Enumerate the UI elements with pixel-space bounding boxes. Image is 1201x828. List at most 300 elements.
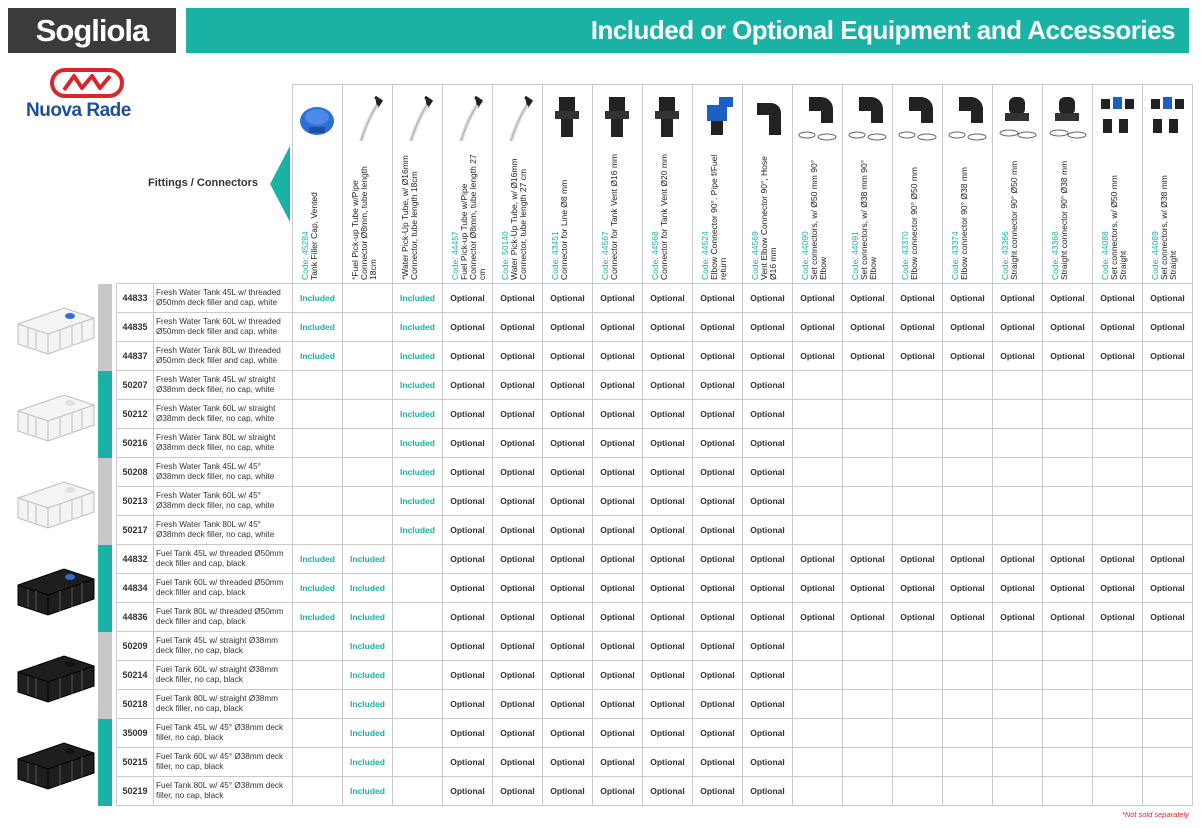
product-description: Fuel Tank 60L w/ straight Ø38mm deck filler, no cap, black [154, 661, 293, 690]
optional-cell: Optional [543, 690, 593, 719]
optional-cell: Optional [593, 748, 643, 777]
table-row [117, 574, 1193, 603]
empty-cell [1043, 632, 1093, 661]
empty-cell [293, 748, 343, 777]
optional-cell: Optional [943, 284, 993, 313]
empty-cell [1143, 371, 1193, 400]
footnote: *Not sold separately [1121, 810, 1189, 819]
included-cell: Included [343, 748, 393, 777]
empty-cell [1093, 458, 1143, 487]
empty-cell [843, 690, 893, 719]
column-header-label [901, 148, 919, 280]
product-code: 50208 [117, 458, 154, 487]
included-cell: Included [293, 284, 343, 313]
column-code: Code: 44568 [650, 231, 660, 280]
empty-cell [1043, 719, 1093, 748]
product-code: 50219 [117, 777, 154, 806]
empty-cell [993, 371, 1043, 400]
tank-image-icon [14, 555, 98, 626]
product-code: 50214 [117, 661, 154, 690]
optional-cell: Optional [1143, 603, 1193, 632]
empty-cell [793, 458, 843, 487]
included-cell: Included [293, 545, 343, 574]
table-row [117, 516, 1193, 545]
empty-cell [993, 661, 1043, 690]
optional-cell: Optional [743, 574, 793, 603]
column-header-label [851, 148, 878, 280]
table-row [117, 690, 1193, 719]
optional-cell: Optional [493, 719, 543, 748]
column-code: Code: 44569 [750, 231, 760, 280]
column-header-label [1151, 148, 1178, 280]
empty-cell [893, 661, 943, 690]
empty-cell [993, 690, 1043, 719]
empty-cell [793, 719, 843, 748]
empty-cell [293, 458, 343, 487]
optional-cell: Optional [543, 429, 593, 458]
column-name: Fuel Pick-up Tube w/Pipe Connector Ø8mm, tube length 18cm [350, 166, 378, 280]
included-cell: Included [343, 690, 393, 719]
asterisk-mark: * [350, 276, 360, 280]
compatibility-table [116, 84, 1193, 806]
empty-cell [1093, 400, 1143, 429]
empty-cell [993, 719, 1043, 748]
table-row [117, 458, 1193, 487]
optional-cell: Optional [643, 284, 693, 313]
column-header [793, 85, 843, 284]
optional-cell: Optional [743, 603, 793, 632]
empty-cell [993, 516, 1043, 545]
optional-cell: Optional [643, 487, 693, 516]
tank-image-icon [14, 381, 98, 452]
column-code: Code: 44088 [1100, 231, 1110, 280]
included-cell: Included [393, 342, 443, 371]
optional-cell: Optional [493, 603, 543, 632]
optional-cell: Optional [493, 516, 543, 545]
column-code: Code: 50140 [500, 231, 510, 280]
optional-cell: Optional [1043, 313, 1093, 342]
included-cell: Included [393, 487, 443, 516]
optional-cell: Optional [693, 342, 743, 371]
empty-cell [1143, 661, 1193, 690]
optional-cell: Optional [743, 429, 793, 458]
optional-cell: Optional [943, 603, 993, 632]
empty-cell [843, 487, 893, 516]
optional-cell: Optional [543, 545, 593, 574]
optional-cell: Optional [993, 545, 1043, 574]
optional-cell: Optional [543, 516, 593, 545]
tank-group [14, 719, 114, 806]
empty-cell [293, 632, 343, 661]
column-header-text [1093, 148, 1142, 280]
optional-cell: Optional [1043, 284, 1093, 313]
group-color-bar [98, 284, 112, 371]
empty-cell [993, 748, 1043, 777]
empty-cell [1093, 777, 1143, 806]
optional-cell: Optional [1143, 342, 1193, 371]
empty-cell [343, 371, 393, 400]
empty-cell [343, 429, 393, 458]
empty-cell [993, 400, 1043, 429]
empty-cell [1143, 719, 1193, 748]
column-name: Connector for Tank Vent Ø16 mm [609, 154, 619, 280]
empty-cell [943, 371, 993, 400]
empty-cell [843, 632, 893, 661]
optional-cell: Optional [743, 284, 793, 313]
empty-cell [893, 516, 943, 545]
empty-cell [343, 284, 393, 313]
empty-cell [943, 690, 993, 719]
empty-cell [293, 487, 343, 516]
group-color-bar [98, 719, 112, 806]
optional-cell: Optional [443, 632, 493, 661]
optional-cell: Optional [693, 313, 743, 342]
product-code: 35009 [117, 719, 154, 748]
column-header-label [1101, 148, 1128, 280]
tank-group [14, 458, 114, 545]
column-code: Code: 43374 [950, 231, 960, 280]
optional-cell: Optional [993, 574, 1043, 603]
optional-cell: Optional [743, 458, 793, 487]
optional-cell: Optional [593, 284, 643, 313]
table-row [117, 429, 1193, 458]
optional-cell: Optional [543, 661, 593, 690]
empty-cell [1143, 777, 1193, 806]
header-row [117, 85, 1193, 284]
empty-cell [793, 371, 843, 400]
optional-cell: Optional [693, 487, 743, 516]
column-name: Set connectors, w/ Ø50 mm Straight [1109, 175, 1128, 280]
optional-cell: Optional [643, 777, 693, 806]
optional-cell: Optional [893, 313, 943, 342]
empty-cell [843, 719, 893, 748]
product-code: 44832 [117, 545, 154, 574]
empty-cell [1143, 487, 1193, 516]
empty-cell [1043, 458, 1093, 487]
empty-cell [293, 400, 343, 429]
optional-cell: Optional [793, 313, 843, 342]
empty-cell [343, 487, 393, 516]
tank-image-icon [14, 468, 98, 539]
column-header [843, 85, 893, 284]
optional-cell: Optional [1143, 574, 1193, 603]
empty-cell [943, 777, 993, 806]
optional-cell: Optional [593, 574, 643, 603]
optional-cell: Optional [643, 661, 693, 690]
column-code: Code: 43370 [900, 231, 910, 280]
included-cell: Included [343, 777, 393, 806]
column-code: Code: 44457 [450, 231, 460, 280]
column-name: Connector for Tank Vent Ø20 mm [659, 154, 669, 280]
empty-cell [1093, 487, 1143, 516]
optional-cell: Optional [443, 748, 493, 777]
column-name: Fuel Pick-up Tube w/Pipe Connector Ø8mm, tube length 27 cm [459, 154, 487, 280]
optional-cell: Optional [443, 429, 493, 458]
empty-cell [843, 400, 893, 429]
optional-cell: Optional [693, 284, 743, 313]
optional-cell: Optional [793, 284, 843, 313]
optional-cell: Optional [543, 603, 593, 632]
optional-cell: Optional [693, 400, 743, 429]
column-name: Vent Elbow Connector 90°, Hose Ø16 mm [759, 156, 778, 280]
empty-cell [893, 690, 943, 719]
product-description: Fresh Water Tank 45L w/ straight Ø38mm deck filler, no cap, white [154, 371, 293, 400]
included-cell: Included [393, 400, 443, 429]
column-header-label [1051, 148, 1069, 280]
empty-cell [1043, 400, 1093, 429]
column-name: Elbow connector 90° Ø50 mm [909, 166, 919, 280]
included-cell: Included [393, 313, 443, 342]
column-header-text [493, 148, 542, 280]
optional-cell: Optional [493, 690, 543, 719]
product-description: Fuel Tank 80L w/ 45° Ø38mm deck filler, no cap, black [154, 777, 293, 806]
optional-cell: Optional [693, 777, 743, 806]
product-code: 50213 [117, 487, 154, 516]
optional-cell: Optional [643, 574, 693, 603]
column-header-text [693, 148, 742, 280]
column-header-text [1143, 148, 1192, 280]
optional-cell: Optional [443, 342, 493, 371]
included-cell: Included [393, 458, 443, 487]
column-header-text [393, 148, 442, 280]
optional-cell: Optional [693, 632, 743, 661]
table-row [117, 313, 1193, 342]
group-color-bar [98, 632, 112, 719]
optional-cell: Optional [443, 661, 493, 690]
included-cell: Included [343, 603, 393, 632]
empty-cell [943, 516, 993, 545]
group-color-bar [98, 545, 112, 632]
optional-cell: Optional [543, 487, 593, 516]
empty-cell [293, 690, 343, 719]
optional-cell: Optional [443, 284, 493, 313]
table-row [117, 545, 1193, 574]
product-code: 50218 [117, 690, 154, 719]
empty-cell [793, 487, 843, 516]
optional-cell: Optional [543, 313, 593, 342]
product-code: 50207 [117, 371, 154, 400]
column-code: Code: 44091 [850, 231, 860, 280]
empty-cell [393, 719, 443, 748]
optional-cell: Optional [793, 545, 843, 574]
empty-cell [943, 458, 993, 487]
optional-cell: Optional [493, 777, 543, 806]
optional-cell: Optional [643, 632, 693, 661]
product-description: Fresh Water Tank 60L w/ 45° Ø38mm deck filler, no cap, white [154, 487, 293, 516]
product-code: 44837 [117, 342, 154, 371]
optional-cell: Optional [643, 313, 693, 342]
optional-cell: Optional [593, 458, 643, 487]
empty-cell [1143, 400, 1193, 429]
column-name: Straight connector 90° Ø50 mm [1009, 160, 1019, 280]
empty-cell [1143, 516, 1193, 545]
optional-cell: Optional [843, 545, 893, 574]
column-header-text [1043, 148, 1092, 280]
optional-cell: Optional [543, 748, 593, 777]
optional-cell: Optional [843, 603, 893, 632]
empty-cell [893, 429, 943, 458]
column-header-label [551, 148, 569, 280]
optional-cell: Optional [443, 516, 493, 545]
empty-cell [1093, 371, 1143, 400]
product-code: 50217 [117, 516, 154, 545]
included-cell: Included [343, 719, 393, 748]
empty-cell [1043, 748, 1093, 777]
column-name: Elbow connector 90° Ø38 mm [959, 166, 969, 280]
product-description: Fresh Water Tank 80L w/ straight Ø38mm deck filler, no cap, white [154, 429, 293, 458]
optional-cell: Optional [993, 603, 1043, 632]
empty-cell [893, 777, 943, 806]
column-name: Straight connector 90° Ø38 mm [1059, 160, 1069, 280]
optional-cell: Optional [843, 342, 893, 371]
optional-cell: Optional [693, 458, 743, 487]
optional-cell: Optional [443, 574, 493, 603]
product-description: Fresh Water Tank 45L w/ threaded Ø50mm deck filler and cap, white [154, 284, 293, 313]
empty-cell [1093, 719, 1143, 748]
optional-cell: Optional [543, 371, 593, 400]
optional-cell: Optional [743, 748, 793, 777]
column-name: Tank Filler Cap, Vented [309, 192, 319, 280]
empty-cell [893, 487, 943, 516]
optional-cell: Optional [743, 661, 793, 690]
optional-cell: Optional [443, 690, 493, 719]
optional-cell: Optional [1143, 313, 1193, 342]
product-description: Fresh Water Tank 80L w/ 45° Ø38mm deck filler, no cap, white [154, 516, 293, 545]
column-header-label [401, 148, 419, 280]
product-code: 44834 [117, 574, 154, 603]
product-description: Fresh Water Tank 60L w/ straight Ø38mm deck filler, no cap, white [154, 400, 293, 429]
product-description: Fuel Tank 45L w/ 45° Ø38mm deck filler, no cap, black [154, 719, 293, 748]
table-row [117, 400, 1193, 429]
column-header-label [501, 148, 528, 280]
optional-cell: Optional [893, 342, 943, 371]
tank-image-icon [14, 729, 98, 800]
optional-cell: Optional [643, 371, 693, 400]
optional-cell: Optional [893, 545, 943, 574]
column-name: Connector for Line Ø8 mm [559, 179, 569, 280]
tank-group [14, 545, 114, 632]
column-header-label [1001, 148, 1019, 280]
column-header-label [601, 148, 619, 280]
empty-cell [893, 400, 943, 429]
optional-cell: Optional [593, 632, 643, 661]
optional-cell: Optional [693, 603, 743, 632]
column-name: Water Pick-Up Tube, w/ Ø16mm Connector, tube length 18cm [400, 155, 419, 280]
included-cell: Included [343, 574, 393, 603]
empty-cell [943, 487, 993, 516]
empty-cell [1043, 661, 1093, 690]
column-name: Elbow Connector 90°. Pipe f/Fuel return [709, 154, 728, 280]
product-description: Fuel Tank 80L w/ threaded Ø50mm deck filler and cap, black [154, 603, 293, 632]
optional-cell: Optional [643, 342, 693, 371]
empty-cell [1143, 429, 1193, 458]
optional-cell: Optional [643, 719, 693, 748]
optional-cell: Optional [493, 371, 543, 400]
optional-cell: Optional [593, 777, 643, 806]
group-color-bar [98, 458, 112, 545]
optional-cell: Optional [943, 313, 993, 342]
column-name: Water Pick-Up Tube, w/ Ø16mm Connector, tube length 27 cm [509, 158, 528, 280]
product-code: 44835 [117, 313, 154, 342]
optional-cell: Optional [593, 661, 643, 690]
optional-cell: Optional [493, 632, 543, 661]
empty-cell [393, 748, 443, 777]
optional-cell: Optional [543, 719, 593, 748]
optional-cell: Optional [693, 429, 743, 458]
optional-cell: Optional [943, 574, 993, 603]
column-header [643, 85, 693, 284]
column-header [1043, 85, 1093, 284]
column-header [743, 85, 793, 284]
empty-cell [793, 400, 843, 429]
product-description: Fuel Tank 60L w/ threaded Ø50mm deck filler and cap, black [154, 574, 293, 603]
optional-cell: Optional [543, 458, 593, 487]
optional-cell: Optional [693, 690, 743, 719]
column-header [893, 85, 943, 284]
optional-cell: Optional [1143, 284, 1193, 313]
product-code: 44833 [117, 284, 154, 313]
column-header-text [643, 148, 692, 280]
column-header [543, 85, 593, 284]
tank-image-icon [14, 642, 98, 713]
included-cell: Included [343, 661, 393, 690]
optional-cell: Optional [443, 400, 493, 429]
product-description: Fuel Tank 80L w/ straight Ø38mm deck filler, no cap, black [154, 690, 293, 719]
optional-cell: Optional [1043, 574, 1093, 603]
optional-cell: Optional [743, 719, 793, 748]
product-description: Fuel Tank 45L w/ threaded Ø50mm deck filler and cap, black [154, 545, 293, 574]
column-code: Code: 43366 [1000, 231, 1010, 280]
optional-cell: Optional [993, 342, 1043, 371]
empty-cell [943, 748, 993, 777]
optional-cell: Optional [743, 690, 793, 719]
optional-cell: Optional [493, 661, 543, 690]
product-description: Fresh Water Tank 45L w/ 45° Ø38mm deck filler, no cap, white [154, 458, 293, 487]
column-header [393, 85, 443, 284]
included-cell: Included [293, 313, 343, 342]
column-header-text [893, 148, 942, 280]
optional-cell: Optional [643, 400, 693, 429]
optional-cell: Optional [443, 777, 493, 806]
optional-cell: Optional [693, 574, 743, 603]
empty-cell [793, 690, 843, 719]
empty-cell [993, 429, 1043, 458]
empty-cell [1143, 748, 1193, 777]
column-code: Code: 44567 [600, 231, 610, 280]
empty-cell [993, 777, 1043, 806]
empty-cell [293, 429, 343, 458]
column-header-text [943, 148, 992, 280]
optional-cell: Optional [1093, 545, 1143, 574]
optional-cell: Optional [693, 545, 743, 574]
empty-cell [293, 661, 343, 690]
empty-cell [393, 661, 443, 690]
column-header [1093, 85, 1143, 284]
column-header [493, 85, 543, 284]
optional-cell: Optional [643, 458, 693, 487]
table-row [117, 487, 1193, 516]
optional-cell: Optional [1143, 545, 1193, 574]
optional-cell: Optional [693, 371, 743, 400]
column-header [443, 85, 493, 284]
optional-cell: Optional [593, 516, 643, 545]
optional-cell: Optional [1043, 342, 1093, 371]
product-description: Fuel Tank 60L w/ 45° Ø38mm deck filler, no cap, black [154, 748, 293, 777]
optional-cell: Optional [593, 545, 643, 574]
optional-cell: Optional [493, 487, 543, 516]
column-header-label [701, 148, 728, 280]
empty-cell [843, 516, 893, 545]
